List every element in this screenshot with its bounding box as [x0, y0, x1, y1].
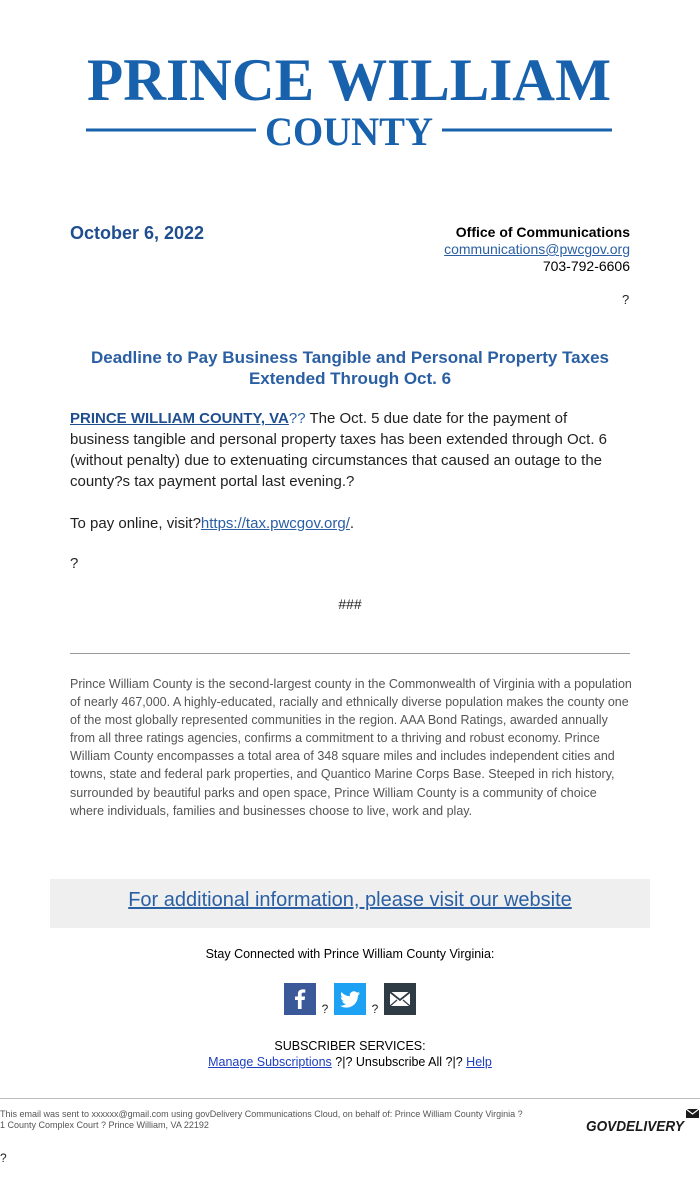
- envelope-icon: [686, 1109, 699, 1118]
- social-separator: ?: [321, 1002, 329, 1016]
- email-share-link[interactable]: [384, 983, 416, 1015]
- release-date: October 6, 2022: [70, 223, 205, 243]
- footer-text: [0, 1109, 590, 1131]
- office-phone: 703-792-6606: [542, 258, 630, 274]
- twitter-icon: [334, 983, 366, 1015]
- subscriber-services: [0, 1038, 700, 1070]
- unsubscribe-all[interactable]: Unsubscribe All: [355, 1055, 443, 1069]
- facebook-link[interactable]: [284, 983, 316, 1015]
- social-separator: ?: [371, 1002, 379, 1016]
- help-link[interactable]: Help: [466, 1055, 492, 1069]
- website-banner: [50, 879, 650, 928]
- facebook-icon: [284, 983, 316, 1015]
- footer-divider: [0, 1098, 700, 1099]
- manage-subscriptions-link[interactable]: Manage Subscriptions: [208, 1055, 332, 1069]
- govdelivery-logo-graphic: [584, 1106, 700, 1136]
- twitter-link[interactable]: [334, 983, 366, 1015]
- logo-line-1: PRINCE WILLIAM: [87, 50, 611, 113]
- subscriber-separator: ?|?: [442, 1055, 467, 1069]
- about-county: Prince William County is the second-largest county in the Commonwealth of Virginia with a population of nearly 467,000. A highly-educated, racially and ethnically diverse population makes the county one of the most globally represented communities in the region. AAA Bond Ratings, awarded annually from all three ratings agencies, confirms a commitment to a thriving and robust economy. Prince William County encompasses a total area of 348 square miles and includes independent cities and towns, state and federal park properties, and Quantico Marine Corps Base. Steeped in rich history, surrounded by beautiful parks and open space, Prince William County is a community of choice where individuals, families and businesses choose to live, work and play.: [70, 677, 632, 818]
- stay-connected-heading: Stay Connected with Prince William County Virginia:: [205, 947, 495, 961]
- logo-line-2: COUNTY: [265, 109, 434, 154]
- stray-mark: ?: [622, 292, 630, 307]
- tax-portal-link[interactable]: https://tax.pwcgov.org/: [200, 515, 350, 532]
- website-link[interactable]: For additional information, please visit our website: [128, 889, 572, 911]
- dateline-link[interactable]: PRINCE WILLIAM COUNTY, VA: [70, 410, 289, 427]
- footer-address: 1 County Complex Court ? Prince William, VA 22192: [0, 1120, 209, 1130]
- pay-online-line: [70, 513, 354, 534]
- govdelivery-wordmark: GOVDELIVERY: [586, 1118, 686, 1135]
- county-logo-graphic: [86, 50, 612, 154]
- spacer-mark: ?: [70, 555, 79, 572]
- subscriber-heading: SUBSCRIBER SERVICES:: [274, 1039, 426, 1053]
- footer-stray-mark: ?: [0, 1151, 7, 1165]
- subscriber-separator: ?|?: [331, 1055, 356, 1069]
- pay-prefix: To pay online, visit?: [70, 515, 201, 532]
- office-email-link[interactable]: communications@pwcgov.org: [444, 241, 630, 257]
- contact-block: [444, 224, 630, 275]
- social-links: [284, 983, 416, 1015]
- county-logo: [86, 50, 612, 154]
- dateline-marks: ??: [288, 410, 306, 427]
- footer-sent-to: This email was sent to xxxxxx@gmail.com using govDelivery Communications Cloud, on behalf of: Prince William County Virginia ?: [0, 1109, 523, 1119]
- end-marker: ###: [338, 596, 362, 612]
- office-title: Office of Communications: [455, 224, 630, 240]
- article-body: [70, 408, 630, 492]
- article-headline: Deadline to Pay Business Tangible and Personal Property Taxes Extended Through Oct. 6: [90, 348, 610, 388]
- article-body-text: The Oct. 5 due date for the payment of business tangible and personal property taxes has been extended through Oct. 6 (without penalty) due to extenuating circumstances that caused an outage to the county?s tax payment portal last evening.?: [70, 410, 608, 490]
- section-divider: [70, 653, 630, 654]
- email-icon: [384, 983, 416, 1015]
- govdelivery-logo[interactable]: [584, 1106, 700, 1136]
- pay-suffix: .: [349, 515, 355, 532]
